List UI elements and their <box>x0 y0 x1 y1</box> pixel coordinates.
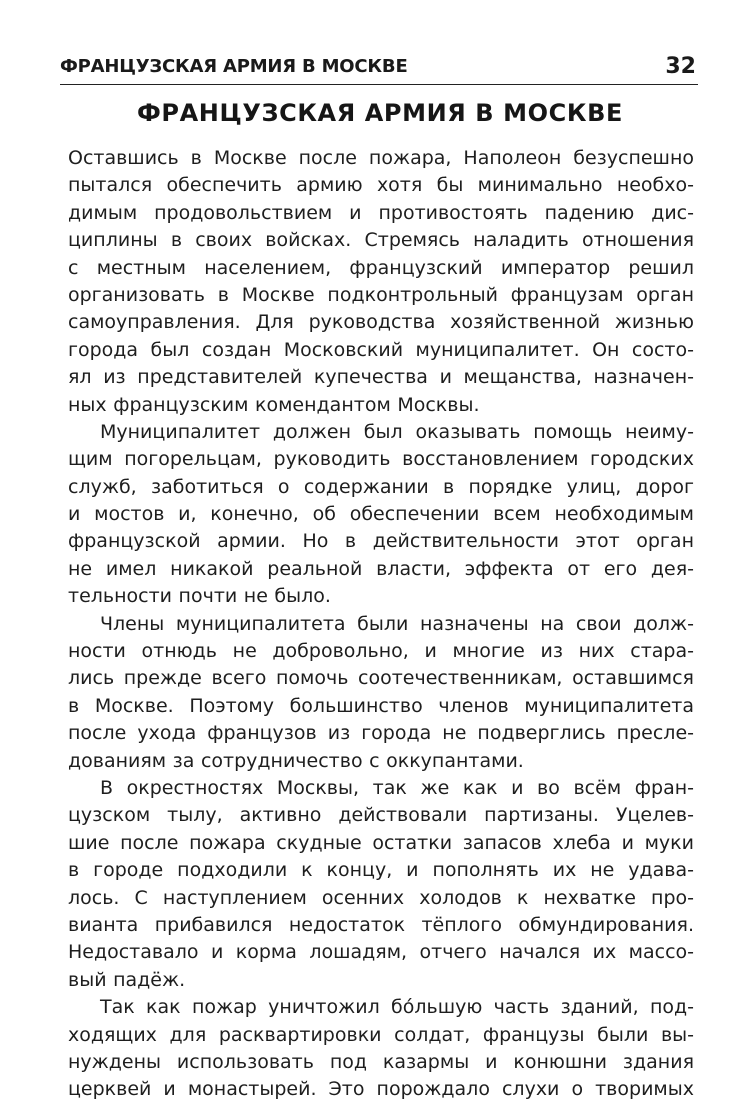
text-line: Члены муниципалитета были назначены на свои долж- <box>100 612 694 635</box>
text-line: щим погорельцам, руководить восстановлением городских <box>68 448 694 471</box>
text-line: не имел никакой реальной власти, эффекта от его дея- <box>68 557 694 580</box>
text-line: и мостов и, конечно, об обеспечении всем необходимым <box>68 503 694 526</box>
text-line: Муниципалитет должен был оказывать помощь неиму- <box>100 420 694 443</box>
text-line: организовать в Москве подконтрольный французам орган <box>68 283 694 306</box>
running-title: ФРАНЦУЗСКАЯ АРМИЯ В МОСКВЕ <box>60 56 408 77</box>
text-line: вианта прибавился недостаток тёплого обмундирования. <box>68 913 694 936</box>
text-line: лось. С наступлением осенних холодов к нехватке про- <box>68 886 694 909</box>
text-line: лись прежде всего помочь соотечественникам, оставшимся <box>68 667 694 690</box>
text-line: города был создан Московский муниципалитет. Он состо- <box>68 338 694 361</box>
text-line: церквей и монастырей. Это порождало слухи о творимых <box>68 1078 694 1101</box>
text-line: Недоставало и корма лошадям, отчего начался их массо- <box>68 941 694 964</box>
text-line: димым продовольствием и противостоять падению дис- <box>68 201 694 224</box>
text-line: самоуправления. Для руководства хозяйственной жизнью <box>68 311 694 334</box>
text-line: ходящих для расквартировки солдат, французы были вы- <box>68 1023 694 1046</box>
body-text <box>68 145 694 1104</box>
text-line: ял из представителей купечества и мещанства, назначен- <box>68 366 694 389</box>
text-line: с местным населением, французский император решил <box>68 256 694 279</box>
text-line: Так как пожар уничтожил бо́льшую часть зданий, под- <box>100 996 694 1019</box>
page-number: 32 <box>665 54 696 79</box>
text-line: пытался обеспечить армию хотя бы минимально необхо- <box>68 174 694 197</box>
running-header <box>60 50 698 85</box>
text-line: дованиям за сотрудничество с оккупантами. <box>68 749 524 772</box>
text-line: вый падёж. <box>68 968 186 991</box>
text-line: тельности почти не было. <box>68 585 331 608</box>
text-line: Оставшись в Москве после пожара, Наполеон безуспешно <box>68 147 694 169</box>
text-line: В окрестностях Москвы, так же как и во всём фран- <box>100 776 694 799</box>
text-line: в городе подходили к концу, и пополнять их не удава- <box>68 859 694 882</box>
chapter-title: ФРАНЦУЗСКАЯ АРМИЯ В МОСКВЕ <box>137 99 623 127</box>
text-line: служб, заботиться о содержании в порядке улиц, дорог <box>68 475 694 498</box>
text-line: цузском тылу, активно действовали партизаны. Уцелев- <box>68 804 694 827</box>
text-line: после ухода французов из города не подверглись пресле- <box>68 722 694 745</box>
text-line: нуждены использовать под казармы и конюшни здания <box>68 1050 694 1073</box>
text-line: ных французским комендантом Москвы. <box>68 393 480 416</box>
text-line: шие после пожара скудные остатки запасов хлеба и муки <box>68 831 694 854</box>
text-line: циплины в своих войсках. Стремясь наладить отношения <box>68 229 694 252</box>
text-line: французской армии. Но в действительности этот орган <box>68 530 694 553</box>
text-line: в Москве. Поэтому большинство членов муниципалитета <box>68 694 694 717</box>
text-line: ности отнюдь не добровольно, и многие из них стара- <box>68 640 694 663</box>
